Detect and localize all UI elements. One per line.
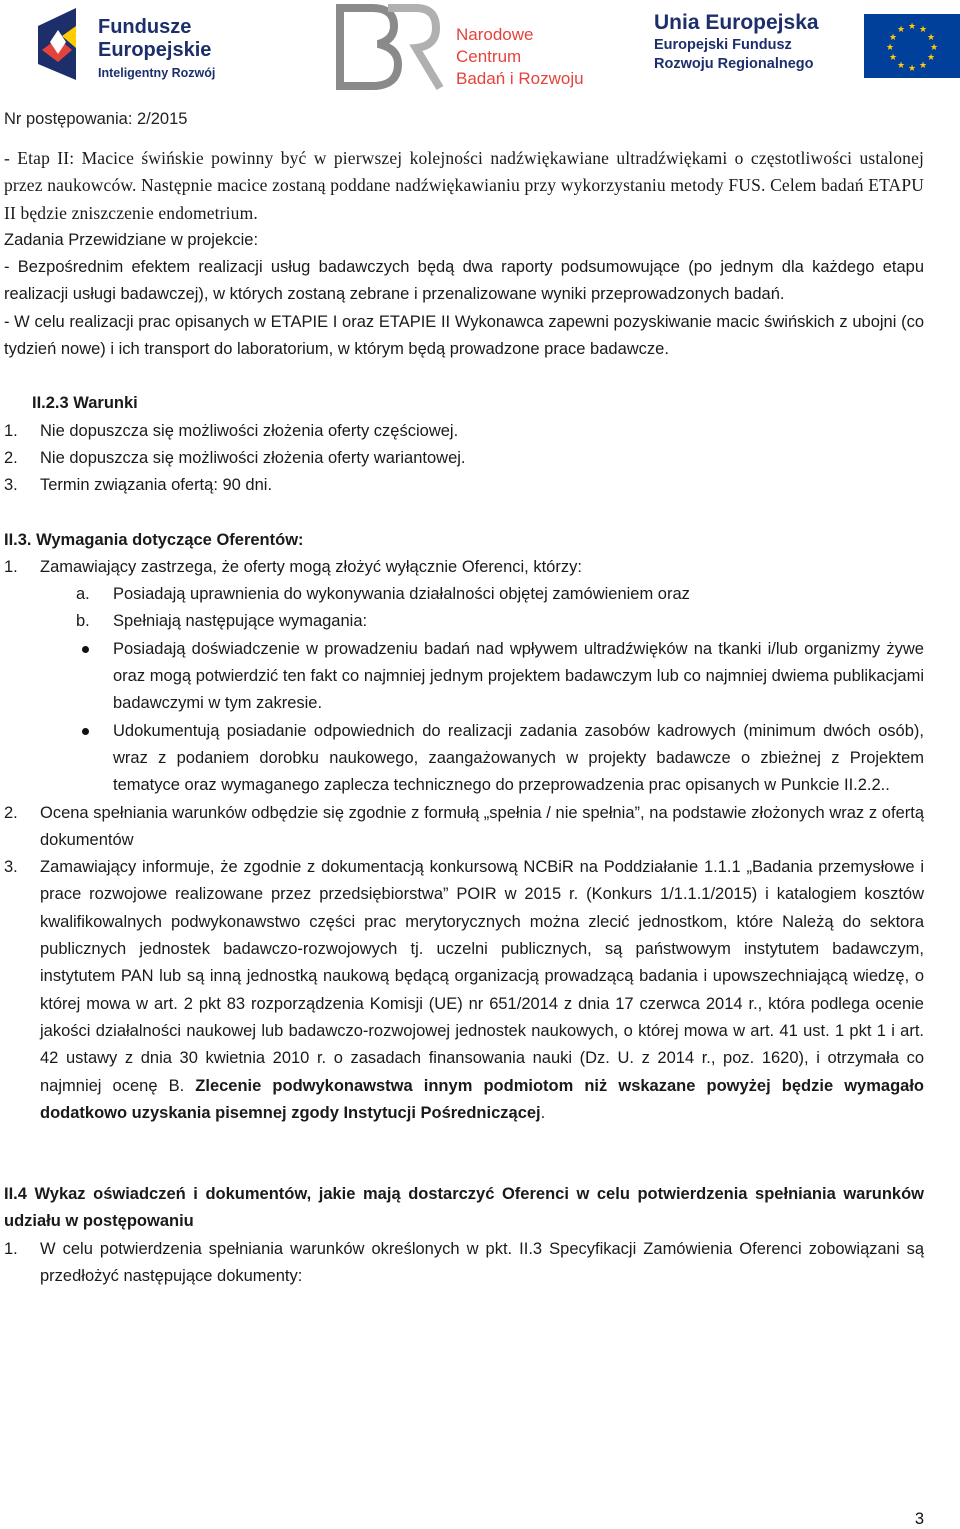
- svg-text:★: ★: [888, 53, 898, 63]
- svg-text:★: ★: [926, 53, 936, 63]
- page-number: 3: [914, 1510, 924, 1528]
- list-text: W celu potwierdzenia spełniania warunków określonych w pkt. II.3 Specyfikacji Zamówienia Oferenci zobowiązani są przedłożyć następujące dokumenty:: [40, 1239, 924, 1285]
- bullet-item: [76, 718, 924, 800]
- ncbr-line-2: Badań i Rozwoju: [456, 69, 584, 88]
- svg-text:★: ★: [907, 64, 917, 74]
- bullet-text: Posiadają doświadczenie w prowadzeniu badań nad wpływem ultradźwięków na tkanki i/lub organizmy żywe oraz mogą potwierdzić ten fakt co najmniej jednym projektem badawczym lub co najmniej dwiema publikacjami badawczymi w tym zakresie.: [113, 639, 924, 713]
- proceeding-number: Nr postępowania: 2/2015: [4, 110, 188, 128]
- bullet-text: Udokumentują posiadanie odpowiednich do realizacji zadania zasobów kadrowych (minimum dwóch osób), wraz z podaniem dorobku naukowego, zaangażowanych w projekty badawcze o zbieżnej z Projektem tematyce oraz wymaganego zaplecza technicznego do przeprowadzenia prac opisanych w Punkcie II.2.2..: [113, 721, 924, 795]
- list-item: [4, 418, 924, 445]
- svg-text:★: ★: [885, 43, 895, 53]
- svg-text:★: ★: [918, 61, 928, 71]
- svg-text:★: ★: [888, 33, 898, 43]
- ue-line-1: Unia Europejska: [654, 11, 819, 34]
- list-number: 1.: [4, 421, 18, 440]
- fundusze-europejskie-logo: [36, 6, 236, 88]
- w3-end: .: [540, 1103, 546, 1122]
- list-number: 3.: [4, 476, 18, 495]
- list-number: 1.: [4, 557, 18, 576]
- list-item: [4, 800, 924, 855]
- list-item: [4, 854, 924, 1127]
- svg-text:★: ★: [918, 25, 928, 35]
- sub-list-letter: b.: [76, 612, 90, 631]
- zadania-paragraph-1: - Bezpośrednim efektem realizacji usług badawczych będą dwa raporty podsumowujące (po jednym dla każdego etapu realizacji usługi badawczej), w których zostaną zebrane i przenalizowane wyniki przeprowadzonych badań.: [4, 258, 924, 304]
- list-number: 1.: [4, 1239, 18, 1258]
- bullet-item: [76, 636, 924, 718]
- list-number: 2.: [4, 448, 18, 467]
- svg-text:★: ★: [896, 25, 906, 35]
- list-text: Nie dopuszcza się możliwości złożenia oferty częściowej.: [40, 421, 459, 440]
- section-ii-3-title: II.3. Wymagania dotyczące Oferentów:: [4, 530, 304, 549]
- list-text: [40, 854, 924, 1127]
- sub-list-text: Spełniają następujące wymagania:: [113, 612, 368, 631]
- w3-text: Zamawiający informuje, że zgodnie z dokumentacją konkursową NCBiR na Poddziałanie 1.1.1 „Badania przemysłowe i prace rozwojowe realizowane przez przedsiębiorstwa” POIR w 2015 r. (Konkurs 1/1.1.1/2015) i katalogiem kosztów kwalifikowalnych podwykonawstwo części prac merytorycznych można zlecić jednostkom, które Należą do sektora publicznych jednostek badawczo-rozwojowych tj. uczelni publicznych, są państwowym instytutem badawczym, instytutem PAN lub są inną jednostką naukową będącą organizacją prowadzącą badania i upowszechniającą wiedzę, o której mowa w art. 2 pkt 83 rozporządzenia Komisji (UE) nr 651/2014 z dnia 17 czerwca 2014 r., która podlega ocenie jakości działalności naukowej lub badawczo-rozwojowej jednostek naukowych, o której mowa w art. 41 ust. 1 pkt 1 i art. 42 ustawy z dnia 30 kwietnia 2010 r. o zasadach finansowania nauki (Dz. U. z 2014 r., poz. 1620), i otrzymała co najmniej ocenę B.: [40, 858, 924, 1095]
- sub-list-text: Posiadają uprawnienia do wykonywania działalności objętej zamówieniem oraz: [113, 585, 690, 604]
- ue-line-2: Europejski Fundusz: [654, 37, 792, 53]
- list-item: [4, 472, 924, 499]
- list-item: [4, 1236, 924, 1291]
- ncbr-logo: [332, 2, 602, 92]
- list-text: Ocena spełniania warunków odbędzie się zgodnie z formułą „spełnia / nie spełnia”, na podstawie złożonych wraz z ofertą dokumentów: [40, 803, 924, 849]
- fe-line-3: Inteligentny Rozwój: [98, 66, 216, 80]
- list-text: Nie dopuszcza się możliwości złożenia oferty wariantowej.: [40, 448, 466, 467]
- eu-flag-icon: [864, 14, 960, 78]
- list-number: 2.: [4, 803, 18, 822]
- list-text: Termin związania ofertą: 90 dni.: [40, 476, 273, 495]
- ue-line-3: Rozwoju Regionalnego: [654, 56, 814, 72]
- bullet-dot-icon: [76, 636, 113, 718]
- ncbr-line-1: Narodowe Centrum: [456, 25, 534, 66]
- svg-text:★: ★: [929, 43, 939, 53]
- etap-2-paragraph: - Etap II: Macice świńskie powinny być w pierwszej kolejności nadźwiękawiane ultradźwiękami o częstotliwości ustalonej przez naukowców. Następnie macice zostaną poddane nadźwiękawianiu przy wykorzystaniu metody FUS. Celem badań ETAPU II będzie zniszczenie endometrium.: [4, 148, 924, 223]
- list-item: [4, 445, 924, 472]
- svg-text:★: ★: [926, 33, 936, 43]
- sub-list-item: [76, 608, 924, 635]
- fe-line-1: Fundusze: [98, 16, 192, 38]
- svg-text:★: ★: [907, 22, 917, 32]
- fe-line-2: Europejskie: [98, 39, 212, 61]
- svg-text:★: ★: [896, 61, 906, 71]
- zadania-paragraph-2: - W celu realizacji prac opisanych w ETAPIE I oraz ETAPIE II Wykonawca zapewni pozyskiwanie macic świńskich z ubojni (co tydzień nowe) i ich transport do laboratorium, w którym będą prowadzone prace badawcze.: [4, 312, 924, 359]
- document-body: [4, 145, 924, 1290]
- section-ii-2-3-title: II.2.3 Warunki: [32, 394, 138, 413]
- section-ii-4-title: II.4 Wykaz oświadczeń i dokumentów, jakie mają dostarczyć Oferenci w celu potwierdzenia spełniania warunków udziału w postępowaniu: [4, 1185, 924, 1231]
- sub-list-item: [76, 581, 924, 608]
- list-text: Zamawiający zastrzega, że oferty mogą złożyć wyłącznie Oferenci, którzy:: [40, 557, 582, 576]
- w3-bold-text: Zlecenie podwykonawstwa innym podmiotom niż wskazane powyżej będzie wymagało dodatkowo uzyskania pisemnej zgody Instytucji Pośredniczącej: [40, 1076, 924, 1122]
- sub-list-letter: a.: [76, 585, 90, 604]
- fe-star-icon: [36, 6, 94, 82]
- list-number: 3.: [4, 858, 18, 877]
- bullet-dot-icon: [76, 718, 113, 800]
- list-item: [4, 554, 924, 581]
- ncbr-br-monogram-icon: [332, 2, 444, 92]
- zadania-heading: Zadania Przewidziane w projekcie:: [4, 230, 259, 249]
- unia-europejska-logo: [654, 10, 960, 86]
